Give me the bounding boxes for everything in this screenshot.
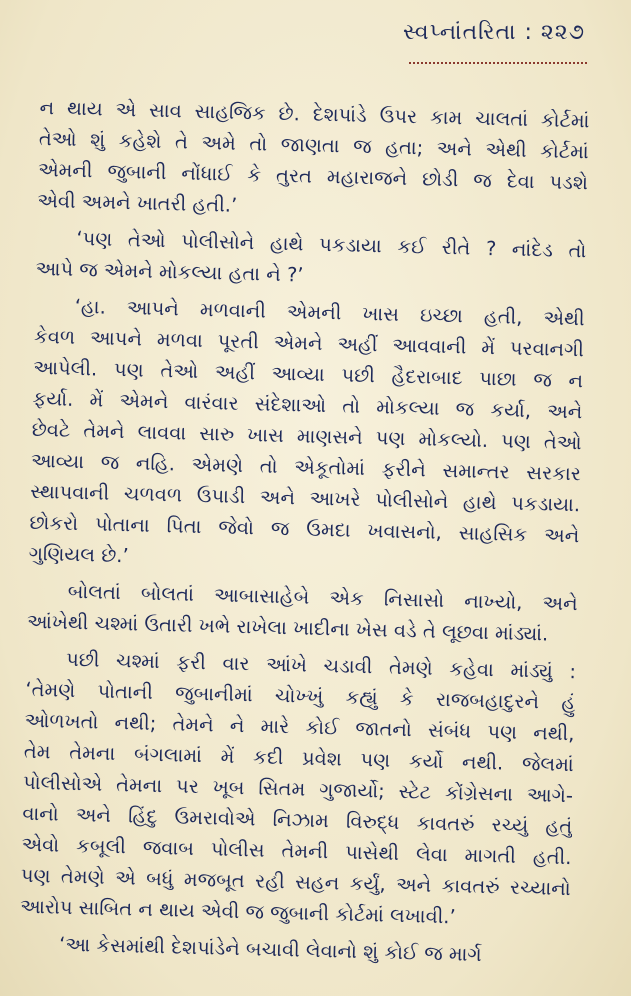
- text-line: આપેલી. પણ તેઓ અહીં આવ્યા પછી હૈદરાબાદ પાછા જ ન: [32, 355, 584, 393]
- text-line: એવો કબૂલી જવાબ પોલીસ તેમની પાસેથી લેવા માગતી હતી.: [21, 832, 572, 870]
- text-line: ઓળખતો નથી; તેમને ને મારે કોઈ જાતનો સંબંધ પણ નથી,: [24, 708, 575, 746]
- text-line: ‘હા. આપને મળવાની એમની ખાસ ઇચ્છા હતી, એથી: [74, 294, 585, 331]
- paragraph: [28, 290, 585, 582]
- text-line: છોકરો પોતાના પિતા જેવો જ ઉમદા ખવાસનો, સાહસિક અને: [29, 510, 580, 548]
- text-line: ફર્યા. મેં એમને વારંવાર સંદેશાઓ તો મોકલ્યા જ કર્યા, અને: [32, 386, 583, 424]
- header-ornamental-rule: [409, 56, 587, 64]
- text-line: છેવટે તેમને લાવવા સારુ ખાસ માણસને પણ મોકલ્યો. પણ તેઓ: [31, 417, 582, 455]
- paragraph: [37, 92, 590, 229]
- text-line: પણ તેમણે એ બધું મજબૂત રહી સહન કર્યું, અને કાવતરું રચ્યાનો: [20, 863, 571, 901]
- text-line: આરોપ સાબિત ન થાય એવી જ જુબાની કોર્ટમાં લખાવી.’: [19, 894, 457, 929]
- text-line: પછી ચશ્માં ફરી વાર આંખે ચડાવી તેમણે કહેવા માંડ્યું :: [65, 647, 577, 684]
- text-line: ‘આ કેસમાંથી દેશપાંડેને બચાવી લેવાનો શું કોઈ જ માર્ગ: [58, 932, 482, 967]
- text-line: આવ્યા જ નહિ. એમણે તો એકૂતોમાં ફરીને સમાન્તર સરકાર: [30, 448, 582, 486]
- text-line: સ્થાપવાની ચળવળ ઉપાડી અને આખરે પોલીસોને હાથે પકડાયા.: [29, 479, 581, 517]
- paragraph: [20, 643, 577, 935]
- text-line: પોલીસોએ તેમના પર ખૂબ સિતમ ગુજાર્યો; સ્ટેટ કોંગ્રેસના આગે-: [22, 770, 574, 808]
- text-line: એવી અમને ખાતરી હતી.’: [37, 188, 238, 217]
- text-line: વાનો અને હિંદુ ઉમરાવોએ નિઝામ વિરુદ્ધ કાવતરું રચ્યું હતું: [22, 801, 573, 839]
- text-line: ‘તેમણે પોતાની જુબાનીમાં ચોખ્ખું કહ્યું કે રાજબહાદુરને હું: [25, 677, 576, 715]
- text-line: તેઓ શું કહેશે તે અમે તો જાણતા જ હતા; અને એથી કોર્ટમાં: [38, 126, 589, 164]
- text-line: આપે જ એમને મોકલ્યા હતા ને ?’: [35, 256, 304, 287]
- text-line: બોલતાં બોલતાં આબાસાહેબે એક નિસાસો નાખ્યો, અને: [67, 579, 578, 616]
- text-line: એમની જુબાની નોંધાઈ કે તુરત મહારાજને છોડી જ દેવા પડશે: [37, 157, 589, 195]
- text-line: ‘પણ તેઓ પોલીસોને હાથે પકડાયા કઈ રીતે ? નાંદેડ તો: [76, 226, 587, 263]
- text-line: કેવળ આપને મળવા પૂરતી એમને અહીં આવવાની મેં પરવાનગી: [33, 324, 585, 362]
- text-line: ન થાય એ સાવ સાહજિક છે. દેશપાંડે ઉપર કામ ચાલતાં કોર્ટમાં: [39, 95, 590, 133]
- text-line: ગુણિયલ છે.’: [28, 541, 130, 568]
- page-body-text: [19, 92, 590, 972]
- text-line: તેમ તેમના બંગલામાં મેં કદી પ્રવેશ પણ કર્યો નથી. જેલમાં: [23, 739, 575, 777]
- text-line: આંખેથી ચશ્માં ઉતારી ખભે રાખેલા ખાદીના ખેસ વડે તે લૂછવા માંડ્યાં.: [26, 609, 549, 646]
- running-header: સ્વપ્નાંતરિતા : ૨૨૭: [403, 20, 585, 45]
